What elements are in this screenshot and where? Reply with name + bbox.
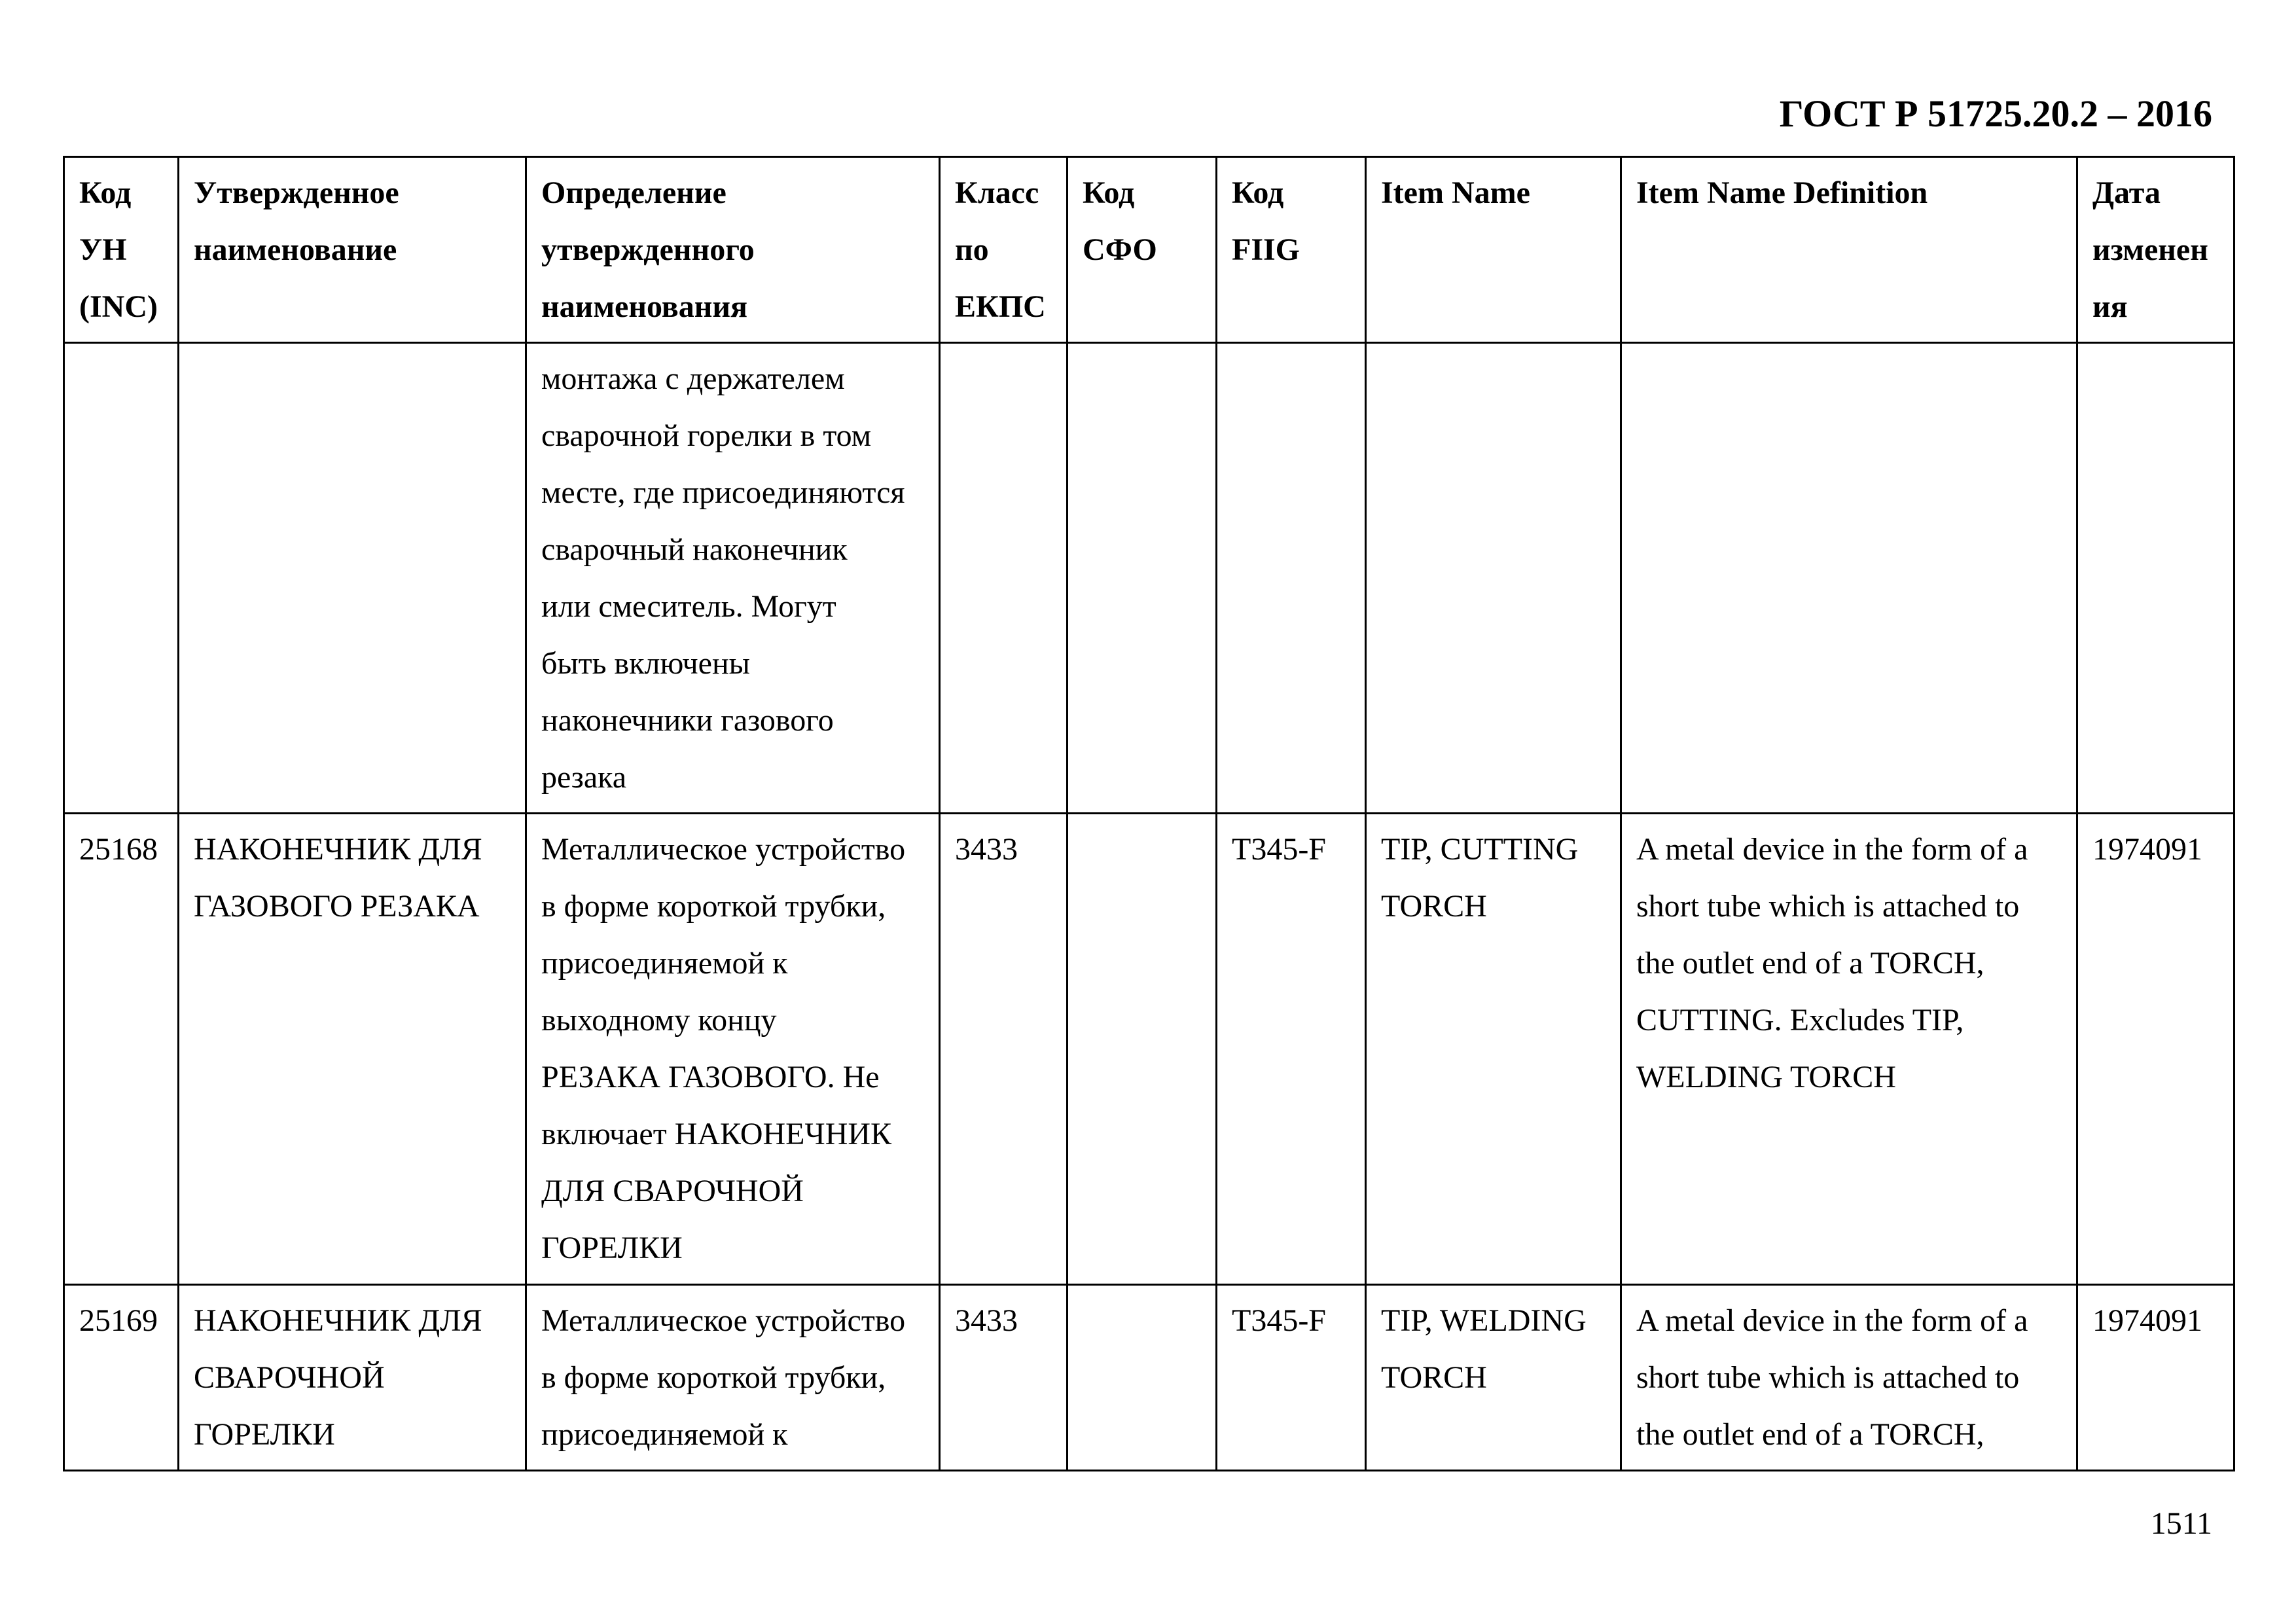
cell-approved-name: НАКОНЕЧНИК ДЛЯ ГАЗОВОГО РЕЗАКА bbox=[179, 814, 526, 1285]
cell-item-name bbox=[1366, 343, 1621, 814]
col-header-item-name-definition: Item Name Definition bbox=[1621, 157, 2077, 343]
cell-approved-name: НАКОНЕЧНИК ДЛЯ СВАРОЧНОЙ ГОРЕЛКИ bbox=[179, 1285, 526, 1471]
cell-item-name-definition bbox=[1621, 343, 2077, 814]
cell-fiig-code: T345-F bbox=[1217, 814, 1366, 1285]
cell-name-definition: Металлическое устройство в форме короткой трубки, присоединяемой к bbox=[526, 1285, 940, 1471]
cell-change-date: 1974091 bbox=[2077, 1285, 2234, 1471]
cell-approved-name bbox=[179, 343, 526, 814]
col-header-inc: Код УН (INC) bbox=[64, 157, 179, 343]
cell-change-date bbox=[2077, 343, 2234, 814]
cell-item-name: TIP, CUTTING TORCH bbox=[1366, 814, 1621, 1285]
cell-ekps-class: 3433 bbox=[940, 1285, 1067, 1471]
cell-sfo-code bbox=[1067, 1285, 1217, 1471]
table-header-row bbox=[64, 157, 2234, 343]
document-standard-title: ГОСТ Р 51725.20.2 – 2016 bbox=[1779, 92, 2212, 135]
cell-change-date: 1974091 bbox=[2077, 814, 2234, 1285]
classification-table bbox=[63, 156, 2235, 1471]
cell-name-definition: монтажа с держателем сварочной горелки в том месте, где присоединяются сварочный наконечник или смеситель. Могут быть включены наконечники газового резака bbox=[526, 343, 940, 814]
cell-inc: 25168 bbox=[64, 814, 179, 1285]
col-header-sfo-code: Код СФО bbox=[1067, 157, 1217, 343]
col-header-name-definition: Определение утвержденного наименования bbox=[526, 157, 940, 343]
table-row bbox=[64, 814, 2234, 1285]
cell-sfo-code bbox=[1067, 343, 1217, 814]
cell-ekps-class bbox=[940, 343, 1067, 814]
cell-item-name: TIP, WELDING TORCH bbox=[1366, 1285, 1621, 1471]
cell-item-name-definition: A metal device in the form of a short tube which is attached to the outlet end of a TORCH, bbox=[1621, 1285, 2077, 1471]
table-row bbox=[64, 343, 2234, 814]
cell-inc: 25169 bbox=[64, 1285, 179, 1471]
col-header-item-name: Item Name bbox=[1366, 157, 1621, 343]
cell-item-name-definition: A metal device in the form of a short tube which is attached to the outlet end of a TORCH, CUTTING. Excludes TIP, WELDING TORCH bbox=[1621, 814, 2077, 1285]
cell-fiig-code: T345-F bbox=[1217, 1285, 1366, 1471]
page-number: 1511 bbox=[2150, 1506, 2212, 1541]
col-header-ekps-class: Класс по ЕКПС bbox=[940, 157, 1067, 343]
col-header-approved-name: Утвержденное наименование bbox=[179, 157, 526, 343]
cell-fiig-code bbox=[1217, 343, 1366, 814]
col-header-fiig-code: Код FIIG bbox=[1217, 157, 1366, 343]
cell-inc bbox=[64, 343, 179, 814]
cell-name-definition: Металлическое устройство в форме короткой трубки, присоединяемой к выходному концу РЕЗАКА ГАЗОВОГО. Не включает НАКОНЕЧНИК ДЛЯ СВАРОЧНОЙ ГОРЕЛКИ bbox=[526, 814, 940, 1285]
cell-sfo-code bbox=[1067, 814, 1217, 1285]
col-header-change-date: Дата изменен ия bbox=[2077, 157, 2234, 343]
cell-ekps-class: 3433 bbox=[940, 814, 1067, 1285]
table-row bbox=[64, 1285, 2234, 1471]
